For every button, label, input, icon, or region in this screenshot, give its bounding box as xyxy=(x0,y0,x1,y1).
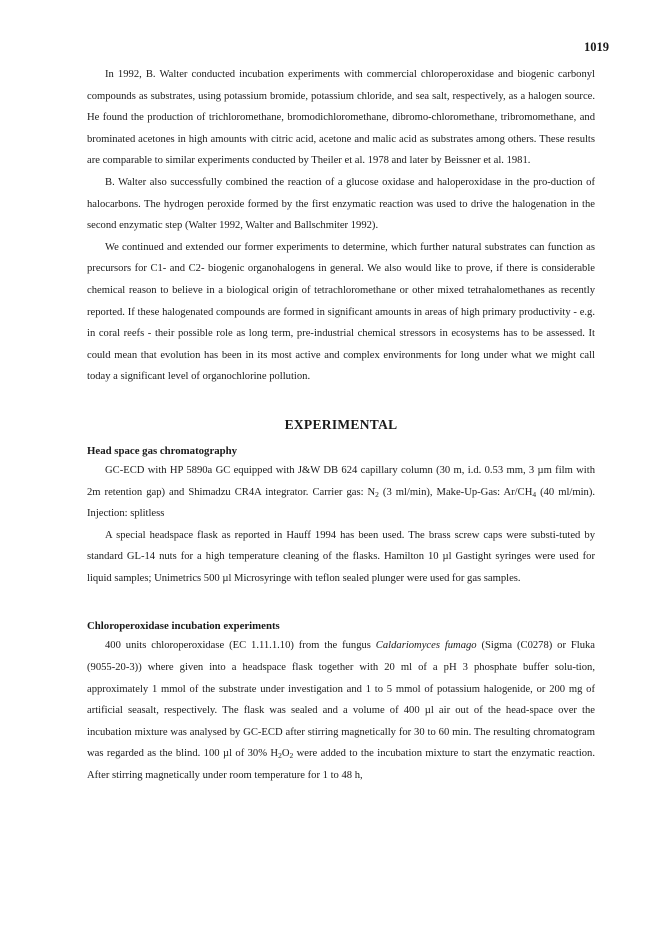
cpo-paragraph: 400 units chloroperoxidase (EC 1.11.1.10) from the fungus Caldariomyces fumago (Sigma (C0278) or Fluka (9055-20-3)) where given into a headspace flask together with 20 ml of a pH 3 phosphate buffer solu-tion, approximately 1 mmol of the substrate under investigation and 1 to 5 mmol of potassium halogenide, or 200 mg of artificial seasalt, respectively. The flask was sealed and a volume of 400 µl air out of the head-space over the incubation mixture was analysed by GC-ECD after stirring magnetically for 30 to 60 min. The resulting chromatogram was regarded as the blind. 100 µl of 30% $H_2O_2$ were added to the incubation mixture to start the enzymatic reaction. After stirring magnetically under room temperature for 1 to 48 h, xyxy=(87,640,596,782)
page-number: 1019 xyxy=(584,40,609,54)
subheading-headspace-gc: Head space gas chromatography xyxy=(87,444,238,457)
intro-paragraph-1: In 1992, B. Walter conducted incubation experiments with commercial chloroperoxidase and biogenic carbonyl compounds as substrates, using potassium bromide, potassium chloride, and sea salt, respectively, as a halogen source. He found the production of trichloromethane, bromodichloromethane, dibromo-chloromethane, tribromomethane, and brominated acetones in high amounts with citric acid, acetone and malic acid as substrates among others. These results are comparable to similar experiments conducted by Theiler et al. 1978 and later by Beissner et al. 1981. xyxy=(87,69,595,167)
headspace-paragraph-2: A special headspace flask as reported in Hauff 1994 has been used. The brass screw caps were substi-tuted by standard GL-14 nuts for a high temperature cleaning of the flasks. Hamilton 10 µl Gastight syringes were used for liquid samples; Unimetrics 500 µl Microsyringe with teflon sealed plunger were used for gas samples. xyxy=(87,529,595,584)
headspace-paragraph-1: GC-ECD with HP 5890a GC equipped with J&W DB 624 capillary column (30 m, i.d. 0.53 mm, 3 µm film with 2m retention gap) and Shimadzu CR4A integrator. Carrier gas: $N_2$ (3 ml/min), Make-Up-Gas: $Ar/CH_4$ (40 ml/min). Injection: splitless xyxy=(87,464,596,520)
intro-paragraph-3: We continued and extended our former experiments to determine, which further natural substrates can function as precursors for C1- and C2- biogenic organohalogens in general. We also would like to prove, if there is considerable chemical reason to believe in a biological origin of tetrachloromethane or other mixed tetrahalomethanes as recently reported. If these halogenated compounds are formed in significant amounts in areas of high primary productivity - e.g. in coral reefs - their possible role as long term, pre-industrial chemical stressors in ecosystems has to be assessed. It could mean that evolution has been in its most active and complex environments for long under what we might call today a significant level of organochlorine pollution. xyxy=(87,241,595,383)
page-body xyxy=(87,64,595,787)
section-title-experimental: EXPERIMENTAL xyxy=(284,416,398,432)
intro-paragraph-2: B. Walter also successfully combined the reaction of a glucose oxidase and haloperoxidase in the pro-duction of halocarbons. The hydrogen peroxide formed by the first enzymatic reaction was used to drive the halogenation in the second enzymatic step (Walter 1992, Walter and Ballschmiter 1992). xyxy=(87,176,595,232)
subheading-cpo-incubation: Chloroperoxidase incubation experiments xyxy=(87,620,280,633)
species-name: Caldariomyces fumago xyxy=(375,640,477,652)
